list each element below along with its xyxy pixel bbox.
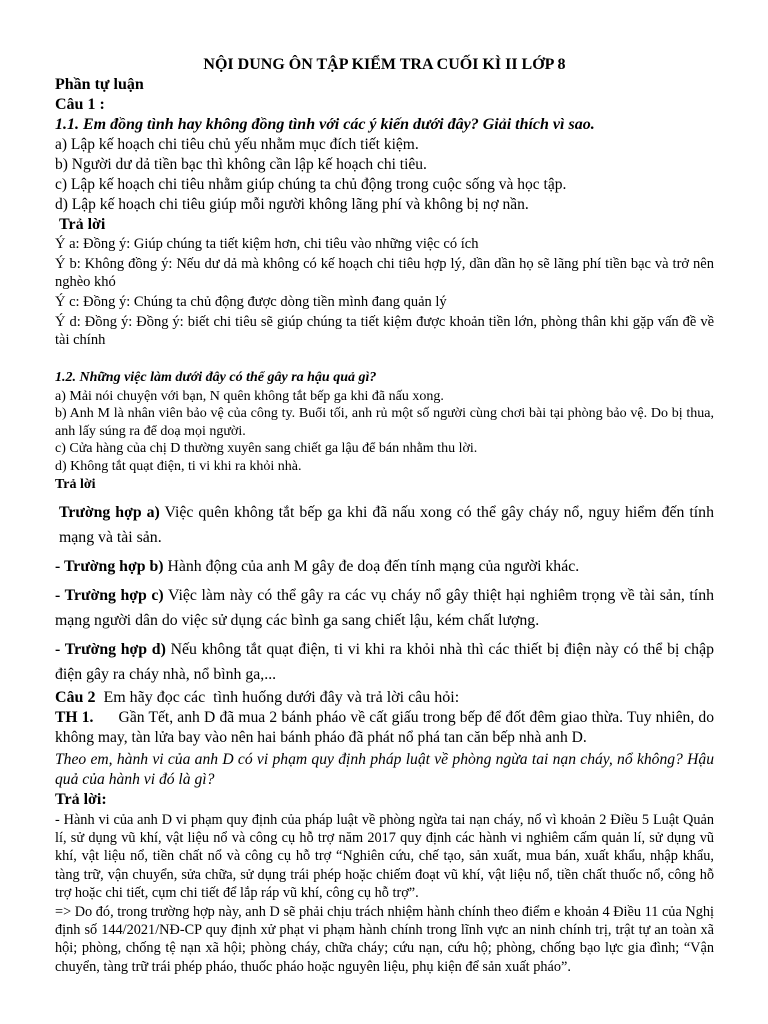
section-heading: Phần tự luận bbox=[55, 76, 144, 93]
case-c-prefix: - bbox=[55, 586, 65, 604]
q1-2-heading: 1.2. Những việc làm dưới đây có thể gây ra hậu quả gì? bbox=[55, 370, 377, 385]
question-2-answer-label: Trả lời: bbox=[55, 790, 107, 808]
case-c bbox=[55, 583, 714, 633]
q1-1-answer-label: Trả lời bbox=[59, 216, 106, 233]
question-2-answer-p1: - Hành vi của anh D vi phạm quy định của pháp luật về phòng ngừa tai nạn cháy, nổ vì khoản 2 Điều 5 Luật Quản lí, sử dụng vũ khí, vật liệu nổ và công cụ hỗ trợ năm 2017 quy định các hành vi nghiêm cấm quản lí, sử dụng vũ khí, vật liệu nổ, tiền chất nổ và công cụ hỗ trợ “Nghiên cứu, chế tạo, sản xuất, mua bán, xuất khẩu, nhập khẩu, tàng trữ, vận chuyển, sửa chữa, sử dụng trái phép hoặc chiếm đoạt vũ khí, vật liệu nổ, tiền chất thuốc nổ, công hỗ trợ hoặc chi tiết, cụm chi tiết để lắp ráp vũ khí, công cụ hỗ trợ”. bbox=[55, 811, 714, 902]
q1-1-item-b: b) Người dư dả tiền bạc thì không cần lập kế hoạch chi tiêu. bbox=[55, 156, 427, 173]
case-c-label: Trường hợp c) bbox=[64, 586, 164, 604]
case-b-text: Hành động của anh M gây đe doạ đến tính mạng của người khác. bbox=[163, 557, 580, 575]
case-a bbox=[55, 500, 714, 550]
q1-1-answer-c: Ý c: Đồng ý: Chúng ta chủ động được dòng tiền mình đang quản lý bbox=[55, 294, 447, 310]
q1-2-item-d: d) Không tắt quạt điện, ti vi khi ra khỏi nhà. bbox=[55, 458, 302, 474]
q1-1-answer-b: Ý b: Không đồng ý: Nếu dư dả mà không có kế hoạch chi tiêu hợp lý, dần dần họ sẽ lãng phí tiền bạc và trở nên nghèo khó bbox=[55, 256, 714, 290]
case-b-label: Trường hợp b) bbox=[63, 557, 164, 575]
situation-1 bbox=[55, 708, 718, 748]
situation-1-text: Gần Tết, anh D đã mua 2 bánh pháo về cất giấu trong bếp để đốt đêm giao thừa. Tuy nhiên, do không may, tàn lửa bay vào nên hai bánh pháo đã phát nổ phá tan căn bếp nhà anh D. bbox=[55, 708, 718, 746]
question-2 bbox=[55, 688, 714, 708]
case-a-text: Việc quên không tắt bếp ga khi đã nấu xong có thể gây cháy nổ, nguy hiểm đến tính mạng và tài sản. bbox=[59, 503, 714, 546]
question-1-label: Câu 1 : bbox=[55, 96, 105, 113]
q1-1-item-d: d) Lập kế hoạch chi tiêu giúp mỗi người không lãng phí và không bị nợ nần. bbox=[55, 196, 529, 213]
q1-2-item-c: c) Cửa hàng của chị D thường xuyên sang chiết ga lậu để bán nhằm thu lời. bbox=[55, 441, 478, 456]
question-2-answer-p2: => Do đó, trong trường hợp này, anh D sẽ phải chịu trách nhiệm hành chính theo điểm e khoản 4 Điều 11 của Nghị định số 144/2021/NĐ-CP quy định xử phạt vi phạm hành chính trong lĩnh vực an ninh chính trị, trật tự an toàn xã hội; phòng, chống tệ nạn xã hội; phòng cháy, chữa cháy; cứu nạn, cứu hộ; phòng, chống bạo lực gia đình; “Vận chuyển, tàng trữ trái phép pháo, thuốc pháo hoặc nguyên liệu, phụ kiện để sản xuất pháo”. bbox=[55, 903, 714, 975]
situation-1-label: TH 1. bbox=[55, 708, 94, 726]
case-b bbox=[55, 554, 714, 579]
case-d-prefix: - bbox=[55, 640, 65, 658]
case-a-label: Trường hợp a) bbox=[59, 503, 160, 521]
q1-2-answer-label: Trả lời bbox=[55, 477, 96, 492]
q1-1-answer-d: Ý d: Đồng ý: Đồng ý: biết chi tiêu sẽ giúp chúng ta tiết kiệm được khoản tiền lớn, phòng thân khi gặp vấn đề về tài chính bbox=[55, 314, 714, 348]
case-d-text: Nếu không tắt quạt điện, ti vi khi ra khỏi nhà thì các thiết bị điện này có thể bị chập điện gây ra cháy nhà, nổ bình ga,... bbox=[55, 640, 714, 683]
case-b-prefix: - bbox=[55, 557, 64, 575]
case-c-text: Việc làm này có thể gây ra các vụ cháy nổ gây thiệt hại nghiêm trọng về tài sản, tính mạng người dân do việc sử dụng các bình ga sang chiết lậu, kém chất lượng. bbox=[55, 586, 714, 629]
case-d bbox=[55, 637, 714, 687]
q1-1-heading: 1.1. Em đồng tình hay không đồng tình với các ý kiến dưới đây? Giải thích vì sao. bbox=[55, 116, 595, 133]
q1-2-item-a: a) Mải nói chuyện với bạn, N quên không tắt bếp ga khi đã nấu xong. bbox=[55, 388, 444, 404]
q1-1-item-c: c) Lập kế hoạch chi tiêu nhằm giúp chúng ta chủ động trong cuộc sống và học tập. bbox=[55, 176, 567, 193]
q1-2-item-b: b) Anh M là nhân viên bảo vệ của công ty. Buổi tối, anh rủ một số người cùng chơi bài tại phòng bảo vệ. Do bị thua, anh lấy súng ra để doạ mọi người. bbox=[55, 406, 714, 439]
document-title: NỘI DUNG ÔN TẬP KIỂM TRA CUỐI KÌ II LỚP 8 bbox=[203, 56, 566, 73]
question-2-label: Câu 2 bbox=[55, 688, 96, 706]
q1-1-item-a: a) Lập kế hoạch chi tiêu chủ yếu nhằm mục đích tiết kiệm. bbox=[55, 136, 419, 153]
q1-1-answer-a: Ý a: Đồng ý: Giúp chúng ta tiết kiệm hơn, chi tiêu vào những việc có ích bbox=[55, 236, 479, 252]
situation-1-question: Theo em, hành vi của anh D có vi phạm quy định pháp luật về phòng ngừa tai nạn cháy, nổ không? Hậu quả của hành vi đó là gì? bbox=[55, 750, 714, 788]
case-d-label: Trường hợp d) bbox=[64, 640, 166, 658]
question-2-prompt: Em hãy đọc các tình huống dưới đây và trả lời câu hỏi: bbox=[95, 688, 460, 706]
